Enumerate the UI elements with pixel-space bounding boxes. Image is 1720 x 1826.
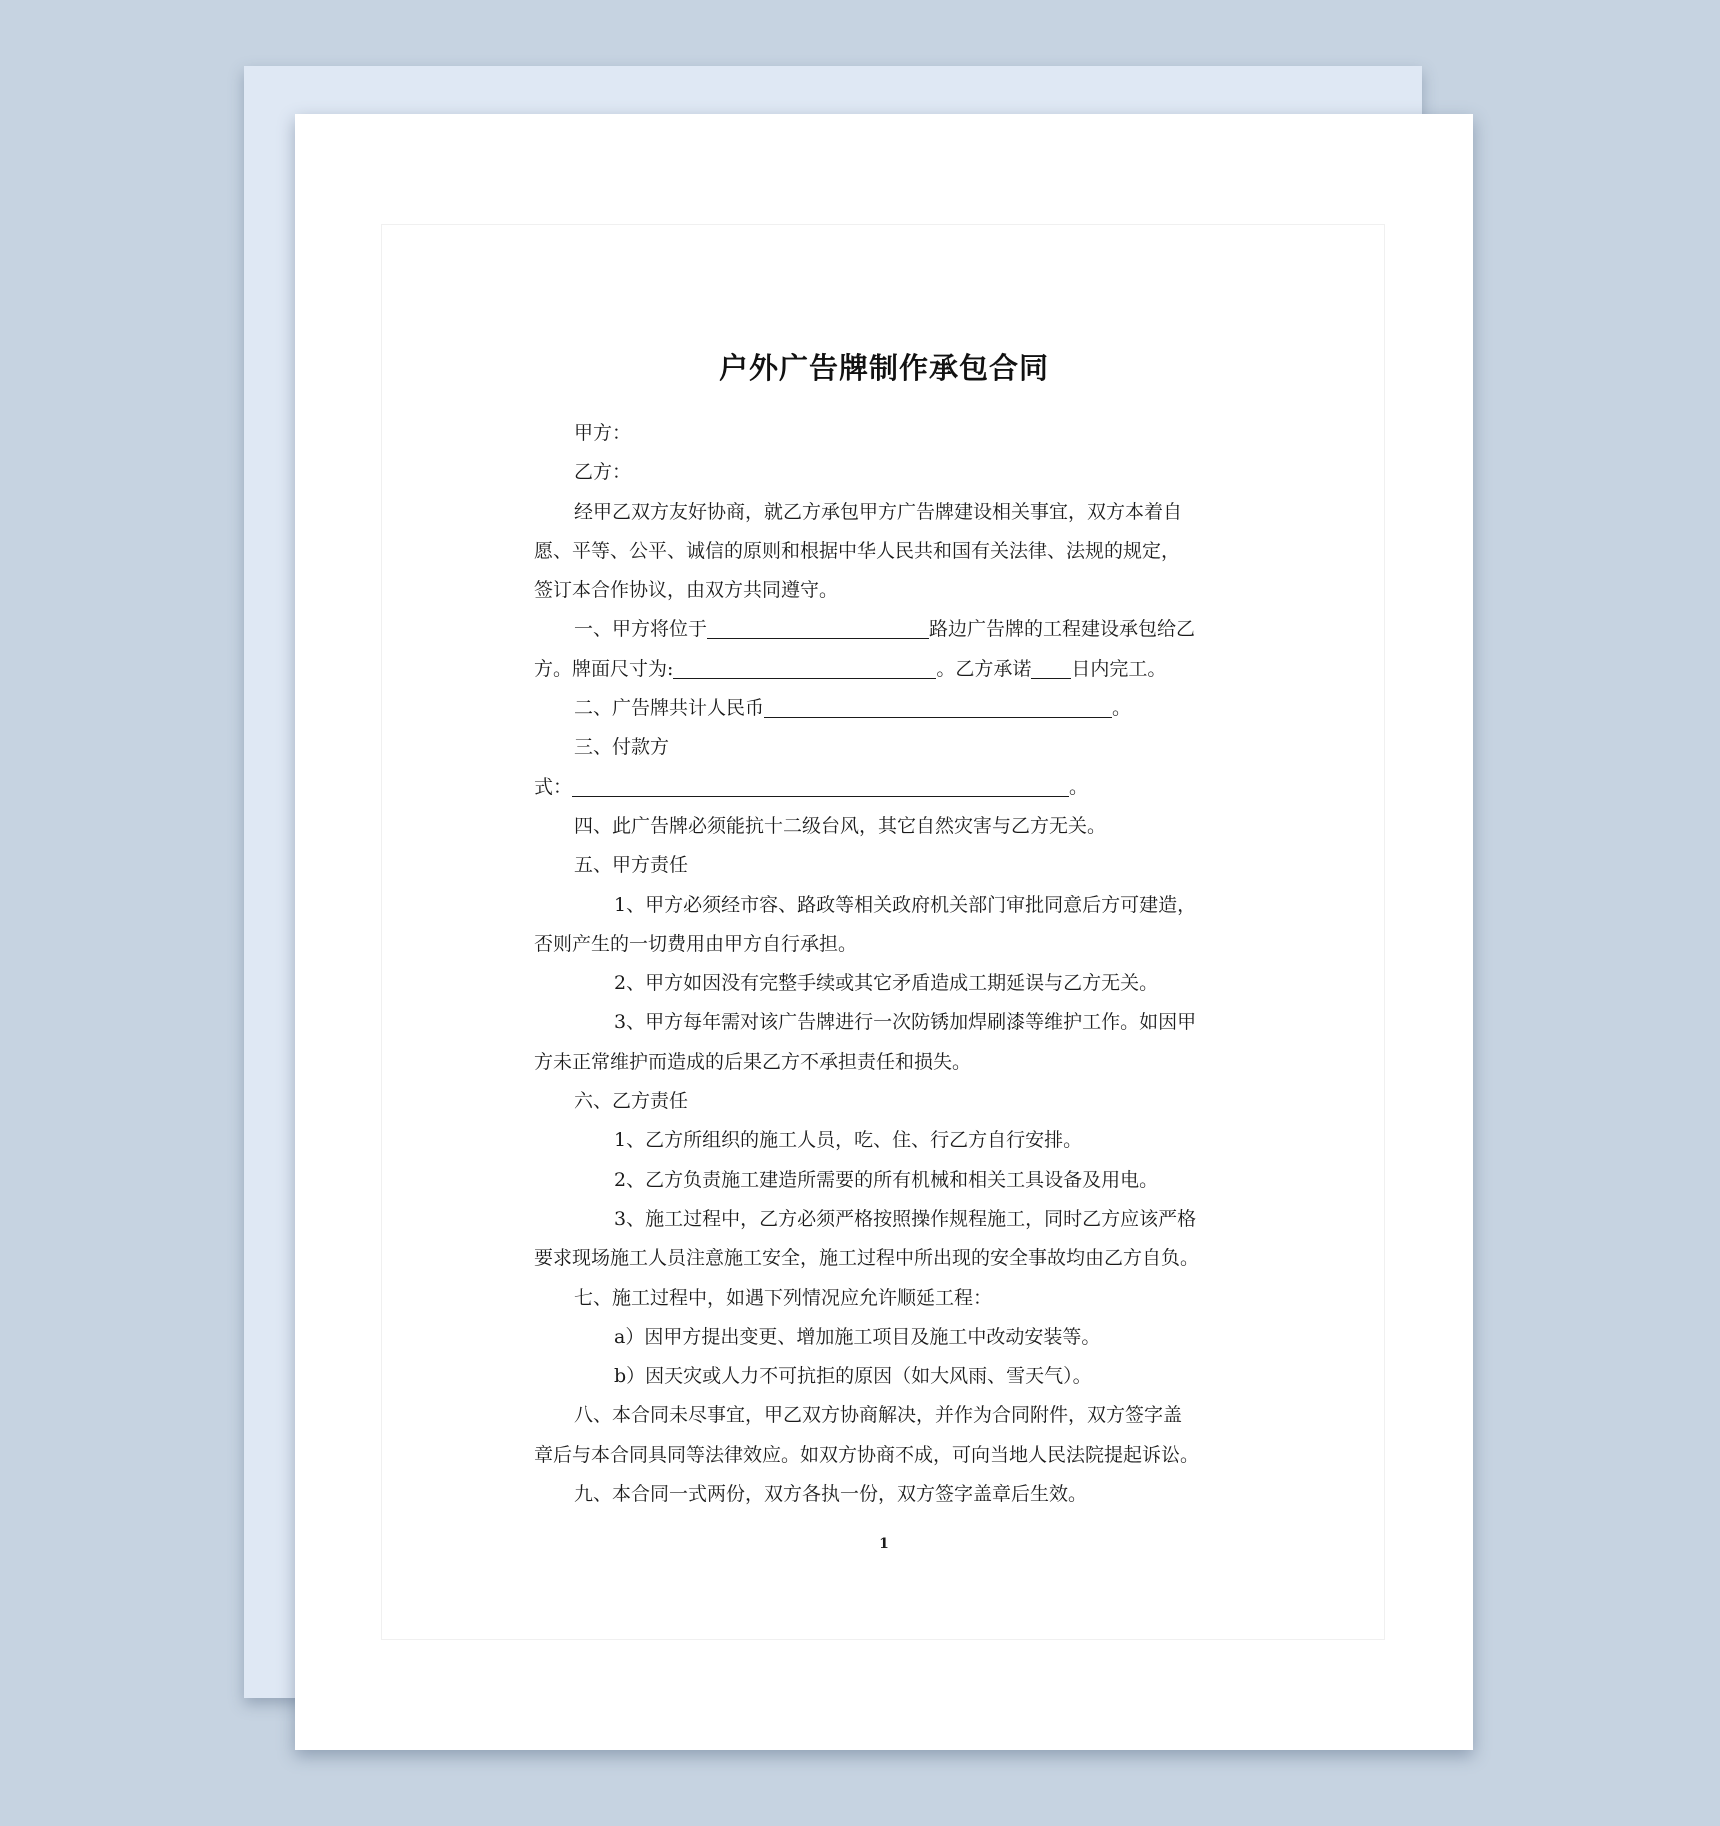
clause-7-line: 七、施工过程中，如遇下列情况应允许顺延工程： xyxy=(574,1286,993,1309)
clause-4-line: 四、此广告牌必须能抗十二级台风，其它自然灾害与乙方无关。 xyxy=(574,814,1107,837)
clause-3-line: 三、付款方 xyxy=(574,736,670,759)
clause-9-line: 九、本合同一式两份，双方各执一份，双方签字盖章后生效。 xyxy=(574,1483,1088,1506)
intro-line: 签订本合作协议，由双方共同遵守。 xyxy=(534,579,839,602)
intro-line: 愿、平等、公平、诚信的原则和根据中华人民共和国有关法律、法规的规定， xyxy=(534,539,1181,562)
clause-7-item: b）因天灾或人力不可抗拒的原因（如大风雨、雪天气）。 xyxy=(614,1365,1092,1388)
location-blank xyxy=(707,614,929,639)
clause-1-line xyxy=(534,610,1240,649)
size-blank xyxy=(673,654,936,679)
clause-3-text: 。 xyxy=(1069,775,1089,798)
clause-5-item: 3、甲方每年需对该广告牌进行一次防锈加焊刷漆等维护工作。如因甲 xyxy=(614,1011,1197,1034)
clause-1-text: 方。牌面尺寸为: xyxy=(534,657,674,680)
days-blank xyxy=(1031,654,1071,679)
clause-1-text: 日内完工。 xyxy=(1071,657,1167,680)
clause-6-item: 3、施工过程中，乙方必须严格按照操作规程施工，同时乙方应该严格 xyxy=(614,1207,1197,1230)
party-a-line: 甲方： xyxy=(574,422,632,444)
clause-1-text: 路边广告牌的工程建设承包给乙 xyxy=(929,618,1196,641)
clause-5-item: 2、甲方如因没有完整手续或其它矛盾造成工期延误与乙方无关。 xyxy=(614,972,1159,995)
clause-7-item: a）因甲方提出变更、增加施工项目及施工中改动安装等。 xyxy=(614,1325,1101,1348)
clause-5-heading: 五、甲方责任 xyxy=(574,854,689,877)
clause-1-text: 。乙方承诺 xyxy=(936,657,1032,680)
clause-2-line xyxy=(534,689,1240,728)
document-title: 户外广告牌制作承包合同 xyxy=(718,351,1049,385)
clause-8-line: 八、本合同未尽事宜，甲乙双方协商解决，并作为合同附件，双方签字盖 xyxy=(574,1404,1183,1427)
clause-5-item: 1、甲方必须经市容、路政等相关政府机关部门审批同意后方可建造， xyxy=(614,893,1197,916)
clause-6-item: 要求现场施工人员注意施工安全，施工过程中所出现的安全事故均由乙方自负。 xyxy=(534,1247,1200,1270)
clause-5-item: 方未正常维护而造成的后果乙方不承担责任和损失。 xyxy=(534,1050,972,1073)
clause-8-line: 章后与本合同具同等法律效应。如双方协商不成，可向当地人民法院提起诉讼。 xyxy=(534,1443,1200,1466)
intro-line: 经甲乙双方友好协商，就乙方承包甲方广告牌建设相关事宜，双方本着自 xyxy=(574,500,1183,523)
clause-3-text: 式： xyxy=(534,775,573,798)
clause-1-text: 一、甲方将位于 xyxy=(574,618,708,641)
clause-2-text: 。 xyxy=(1112,697,1132,720)
document-page xyxy=(295,114,1473,1750)
clause-1-line xyxy=(534,650,1240,689)
clause-5-item: 否则产生的一切费用由甲方自行承担。 xyxy=(534,932,858,955)
clause-6-item: 2、乙方负责施工建造所需要的所有机械和相关工具设备及用电。 xyxy=(614,1168,1159,1191)
clause-6-item: 1、乙方所组织的施工人员，吃、住、行乙方自行安排。 xyxy=(614,1129,1083,1152)
party-b-line: 乙方： xyxy=(574,461,632,484)
amount-blank xyxy=(764,693,1112,718)
clause-6-heading: 六、乙方责任 xyxy=(574,1090,689,1113)
contract-body xyxy=(534,414,1240,1514)
clause-3-line xyxy=(534,768,1240,807)
payment-method-blank xyxy=(572,772,1069,797)
page-number: 1 xyxy=(879,1536,889,1552)
clause-2-text: 二、广告牌共计人民币 xyxy=(574,697,765,720)
